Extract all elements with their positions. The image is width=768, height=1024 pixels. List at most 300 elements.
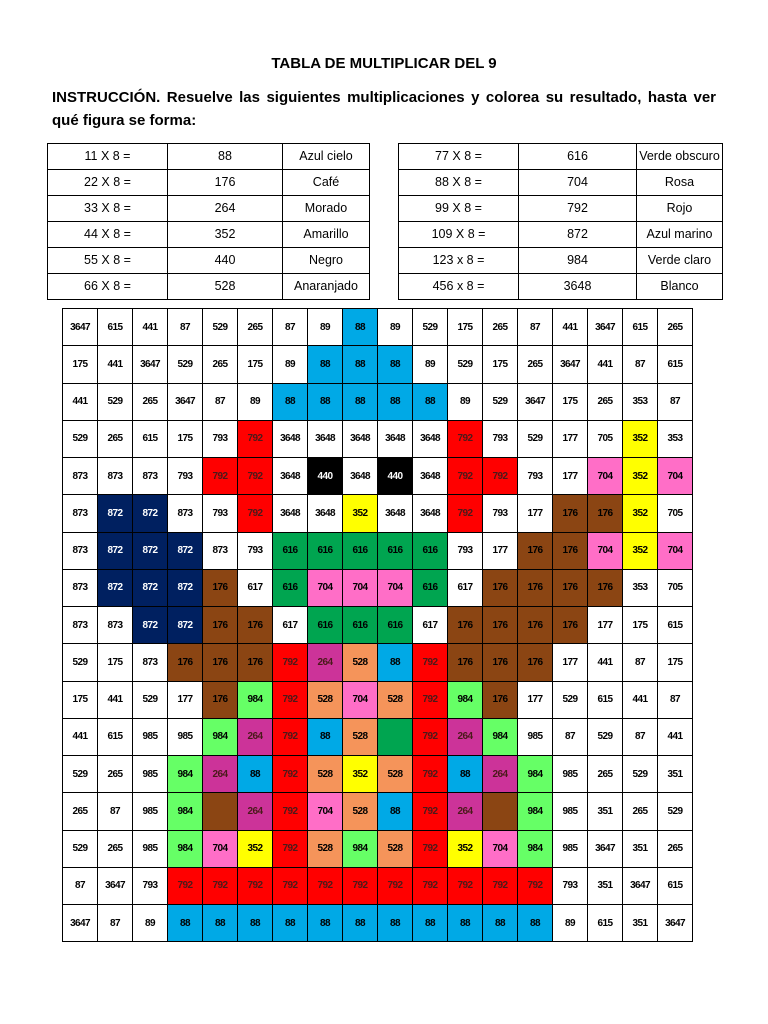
grid-cell: 529 <box>658 793 693 830</box>
grid-cell: 793 <box>518 458 553 495</box>
grid-cell: 3648 <box>273 420 308 457</box>
key-row <box>399 222 723 248</box>
grid-cell <box>483 793 518 830</box>
grid-cell: 265 <box>203 346 238 383</box>
grid-cell: 265 <box>133 383 168 420</box>
key-color: Negro <box>283 248 370 274</box>
grid-cell: 264 <box>203 756 238 793</box>
grid-cell: 985 <box>133 830 168 867</box>
key-op: 33 X 8 = <box>48 196 168 222</box>
grid-cell: 175 <box>448 309 483 346</box>
grid-cell: 176 <box>448 644 483 681</box>
grid-row <box>63 681 693 718</box>
grid-cell: 873 <box>98 458 133 495</box>
grid-cell: 176 <box>588 495 623 532</box>
grid-cell: 792 <box>413 867 448 904</box>
grid-cell: 177 <box>553 420 588 457</box>
key-op: 11 X 8 = <box>48 144 168 170</box>
grid-cell: 353 <box>623 569 658 606</box>
grid-cell: 704 <box>483 830 518 867</box>
grid-cell: 177 <box>518 495 553 532</box>
grid-cell: 529 <box>168 346 203 383</box>
grid-row <box>63 793 693 830</box>
grid-cell: 792 <box>448 495 483 532</box>
grid-cell: 177 <box>483 532 518 569</box>
grid-cell: 176 <box>238 644 273 681</box>
grid-cell: 615 <box>98 309 133 346</box>
grid-cell: 3647 <box>553 346 588 383</box>
grid-row <box>63 458 693 495</box>
grid-cell: 351 <box>658 756 693 793</box>
grid-cell: 529 <box>63 644 98 681</box>
grid-cell: 792 <box>238 458 273 495</box>
grid-row <box>63 309 693 346</box>
grid-cell: 88 <box>378 793 413 830</box>
key-result: 984 <box>519 248 637 274</box>
grid-cell: 792 <box>238 867 273 904</box>
grid-cell: 87 <box>623 346 658 383</box>
grid-cell: 793 <box>553 867 588 904</box>
grid-cell: 3647 <box>658 905 693 942</box>
grid-cell: 792 <box>273 830 308 867</box>
key-result: 704 <box>519 170 637 196</box>
grid-cell: 265 <box>588 756 623 793</box>
grid-cell: 793 <box>203 495 238 532</box>
grid-cell: 175 <box>98 644 133 681</box>
grid-cell: 176 <box>203 644 238 681</box>
grid-cell: 985 <box>133 793 168 830</box>
grid-cell: 351 <box>588 867 623 904</box>
grid-cell: 441 <box>98 681 133 718</box>
key-result: 264 <box>168 196 283 222</box>
grid-cell: 793 <box>168 458 203 495</box>
grid-cell: 441 <box>63 718 98 755</box>
grid-cell: 87 <box>203 383 238 420</box>
grid-cell: 87 <box>518 309 553 346</box>
grid-cell: 352 <box>623 458 658 495</box>
key-result: 176 <box>168 170 283 196</box>
grid-cell: 704 <box>343 569 378 606</box>
grid-cell: 3648 <box>413 458 448 495</box>
key-color: Verde obscuro <box>637 144 723 170</box>
grid-cell: 616 <box>273 532 308 569</box>
grid-cell: 793 <box>203 420 238 457</box>
key-op: 77 X 8 = <box>399 144 519 170</box>
grid-cell: 792 <box>413 793 448 830</box>
key-color: Rosa <box>637 170 723 196</box>
grid-cell: 792 <box>378 867 413 904</box>
grid-cell: 88 <box>238 905 273 942</box>
grid-cell: 793 <box>448 532 483 569</box>
grid-cell: 792 <box>413 644 448 681</box>
key-op: 66 X 8 = <box>48 274 168 300</box>
grid-cell: 528 <box>378 681 413 718</box>
key-result: 3648 <box>519 274 637 300</box>
grid-cell: 441 <box>588 644 623 681</box>
key-row <box>399 170 723 196</box>
grid-cell: 873 <box>133 458 168 495</box>
grid-cell: 441 <box>658 718 693 755</box>
grid-cell: 985 <box>553 793 588 830</box>
grid-row <box>63 420 693 457</box>
key-result: 872 <box>519 222 637 248</box>
key-row <box>399 274 723 300</box>
grid-cell: 176 <box>553 607 588 644</box>
grid-cell: 88 <box>308 905 343 942</box>
grid-cell: 3648 <box>413 420 448 457</box>
grid-cell: 265 <box>658 830 693 867</box>
grid-cell: 176 <box>553 495 588 532</box>
grid-cell: 352 <box>448 830 483 867</box>
grid-cell: 793 <box>483 420 518 457</box>
grid-cell: 88 <box>238 756 273 793</box>
key-result: 528 <box>168 274 283 300</box>
grid-cell: 265 <box>98 830 133 867</box>
grid-cell: 89 <box>308 309 343 346</box>
key-color: Verde claro <box>637 248 723 274</box>
grid-cell: 3648 <box>308 495 343 532</box>
grid-cell: 529 <box>553 681 588 718</box>
grid-cell: 88 <box>483 905 518 942</box>
grid-cell: 985 <box>168 718 203 755</box>
grid-cell: 984 <box>343 830 378 867</box>
grid-cell: 792 <box>413 756 448 793</box>
grid-cell: 265 <box>588 383 623 420</box>
grid-cell: 176 <box>448 607 483 644</box>
grid-cell: 3648 <box>273 458 308 495</box>
grid-cell: 985 <box>133 756 168 793</box>
grid-cell: 265 <box>98 756 133 793</box>
grid-cell: 88 <box>378 383 413 420</box>
key-color: Azul marino <box>637 222 723 248</box>
grid-cell: 615 <box>658 867 693 904</box>
grid-cell: 616 <box>343 607 378 644</box>
grid-cell: 176 <box>518 532 553 569</box>
grid-cell: 264 <box>448 718 483 755</box>
key-result: 616 <box>519 144 637 170</box>
grid-cell: 792 <box>483 458 518 495</box>
grid-cell: 617 <box>448 569 483 606</box>
grid-cell: 175 <box>63 681 98 718</box>
grid-cell: 441 <box>553 309 588 346</box>
grid-cell: 175 <box>168 420 203 457</box>
grid-cell: 351 <box>623 905 658 942</box>
grid-cell: 984 <box>168 793 203 830</box>
grid-cell: 265 <box>658 309 693 346</box>
grid-cell: 3647 <box>168 383 203 420</box>
key-row <box>48 274 370 300</box>
grid-cell: 264 <box>238 793 273 830</box>
grid-cell: 177 <box>588 607 623 644</box>
key-op: 456 x 8 = <box>399 274 519 300</box>
grid-cell: 3648 <box>413 495 448 532</box>
grid-cell: 529 <box>63 420 98 457</box>
grid-cell: 352 <box>623 532 658 569</box>
grid-cell: 176 <box>518 569 553 606</box>
grid-cell: 176 <box>203 681 238 718</box>
grid-cell: 984 <box>238 681 273 718</box>
grid-cell: 89 <box>273 346 308 383</box>
grid-cell: 88 <box>413 905 448 942</box>
grid-cell: 615 <box>658 346 693 383</box>
key-result: 352 <box>168 222 283 248</box>
grid-cell: 440 <box>308 458 343 495</box>
grid-row <box>63 569 693 606</box>
grid-cell: 792 <box>168 867 203 904</box>
grid-cell: 617 <box>238 569 273 606</box>
grid-cell: 873 <box>168 495 203 532</box>
key-op: 44 X 8 = <box>48 222 168 248</box>
grid-cell: 873 <box>98 607 133 644</box>
grid-cell: 528 <box>378 756 413 793</box>
key-op: 123 x 8 = <box>399 248 519 274</box>
grid-cell: 3648 <box>378 420 413 457</box>
grid-cell: 872 <box>133 532 168 569</box>
key-row <box>399 196 723 222</box>
grid-cell: 89 <box>413 346 448 383</box>
key-op: 88 X 8 = <box>399 170 519 196</box>
grid-cell: 3647 <box>588 830 623 867</box>
grid-cell: 441 <box>588 346 623 383</box>
key-row <box>48 222 370 248</box>
grid-cell: 528 <box>308 830 343 867</box>
grid-cell: 873 <box>63 532 98 569</box>
grid-cell: 984 <box>203 718 238 755</box>
grid-cell: 792 <box>238 420 273 457</box>
key-row <box>399 248 723 274</box>
grid-cell: 615 <box>658 607 693 644</box>
grid-row <box>63 905 693 942</box>
grid-cell: 792 <box>273 867 308 904</box>
grid-cell: 87 <box>168 309 203 346</box>
grid-cell: 176 <box>483 681 518 718</box>
grid-cell: 265 <box>518 346 553 383</box>
grid-cell: 792 <box>518 867 553 904</box>
grid-cell: 529 <box>203 309 238 346</box>
key-color: Morado <box>283 196 370 222</box>
grid-cell: 528 <box>343 718 378 755</box>
grid-cell: 265 <box>238 309 273 346</box>
key-op: 55 X 8 = <box>48 248 168 274</box>
grid-cell: 873 <box>63 495 98 532</box>
grid-cell: 792 <box>238 495 273 532</box>
grid-cell: 176 <box>203 607 238 644</box>
grid-cell: 3647 <box>63 905 98 942</box>
grid-cell: 984 <box>518 793 553 830</box>
grid-row <box>63 346 693 383</box>
grid-cell: 873 <box>203 532 238 569</box>
grid-row <box>63 383 693 420</box>
grid-cell: 88 <box>378 346 413 383</box>
grid-cell: 88 <box>448 756 483 793</box>
grid-cell: 88 <box>378 644 413 681</box>
grid-cell: 88 <box>448 905 483 942</box>
grid-cell: 175 <box>63 346 98 383</box>
grid-cell: 177 <box>518 681 553 718</box>
color-key-left <box>47 143 370 300</box>
grid-cell: 704 <box>378 569 413 606</box>
grid-cell: 792 <box>413 681 448 718</box>
grid-cell: 704 <box>343 681 378 718</box>
grid-cell: 176 <box>238 607 273 644</box>
grid-cell <box>378 718 413 755</box>
grid-cell: 176 <box>588 569 623 606</box>
grid-cell: 792 <box>413 830 448 867</box>
grid-cell: 704 <box>588 458 623 495</box>
grid-cell: 792 <box>273 756 308 793</box>
grid-cell: 985 <box>518 718 553 755</box>
instruction-text: INSTRUCCIÓN. Resuelve las siguientes multiplicaciones y colorea su resultado, hasta ver qué figura se forma: <box>52 89 716 129</box>
grid-cell: 984 <box>448 681 483 718</box>
grid-cell: 705 <box>658 495 693 532</box>
grid-cell: 529 <box>98 383 133 420</box>
key-color: Rojo <box>637 196 723 222</box>
grid-cell: 176 <box>483 607 518 644</box>
grid-cell: 265 <box>623 793 658 830</box>
grid-cell: 351 <box>588 793 623 830</box>
grid-cell: 88 <box>308 346 343 383</box>
grid-cell: 177 <box>553 644 588 681</box>
grid-cell: 792 <box>448 458 483 495</box>
grid-cell: 88 <box>273 383 308 420</box>
color-key-right <box>398 143 723 300</box>
grid-row <box>63 532 693 569</box>
grid-cell: 529 <box>623 756 658 793</box>
grid-cell: 615 <box>133 420 168 457</box>
grid-cell: 704 <box>658 532 693 569</box>
grid-cell: 176 <box>168 644 203 681</box>
page-title: TABLA DE MULTIPLICAR DEL 9 <box>271 55 497 72</box>
grid-cell: 352 <box>343 756 378 793</box>
grid-row <box>63 644 693 681</box>
grid-cell: 528 <box>378 830 413 867</box>
coloring-grid <box>62 308 693 942</box>
grid-cell: 351 <box>623 830 658 867</box>
grid-cell: 615 <box>588 905 623 942</box>
grid-cell: 177 <box>553 458 588 495</box>
grid-cell: 88 <box>203 905 238 942</box>
grid-cell: 615 <box>98 718 133 755</box>
grid-cell: 89 <box>553 905 588 942</box>
grid-cell: 88 <box>343 905 378 942</box>
grid-cell: 87 <box>98 905 133 942</box>
grid-cell: 88 <box>343 383 378 420</box>
grid-cell: 616 <box>378 607 413 644</box>
grid-cell: 872 <box>98 569 133 606</box>
grid-cell: 3648 <box>343 458 378 495</box>
grid-cell: 440 <box>378 458 413 495</box>
grid-cell <box>203 793 238 830</box>
grid-cell: 88 <box>378 905 413 942</box>
key-row <box>399 144 723 170</box>
grid-cell: 88 <box>518 905 553 942</box>
key-op: 99 X 8 = <box>399 196 519 222</box>
grid-cell: 705 <box>588 420 623 457</box>
grid-cell: 616 <box>308 607 343 644</box>
grid-cell: 704 <box>308 569 343 606</box>
grid-cell: 792 <box>448 867 483 904</box>
grid-cell: 792 <box>273 681 308 718</box>
key-row <box>48 170 370 196</box>
grid-cell: 175 <box>238 346 273 383</box>
grid-cell: 792 <box>343 867 378 904</box>
grid-cell: 175 <box>483 346 518 383</box>
key-op: 109 X 8 = <box>399 222 519 248</box>
grid-cell: 872 <box>133 495 168 532</box>
grid-cell: 441 <box>63 383 98 420</box>
grid-cell: 615 <box>588 681 623 718</box>
grid-cell: 528 <box>308 681 343 718</box>
grid-cell: 264 <box>238 718 273 755</box>
grid-cell: 264 <box>308 644 343 681</box>
grid-cell: 873 <box>63 569 98 606</box>
grid-cell: 3647 <box>63 309 98 346</box>
grid-cell: 89 <box>448 383 483 420</box>
key-row <box>48 248 370 274</box>
grid-cell: 176 <box>203 569 238 606</box>
grid-cell: 872 <box>133 607 168 644</box>
grid-cell: 3647 <box>623 867 658 904</box>
grid-cell: 617 <box>273 607 308 644</box>
grid-row <box>63 718 693 755</box>
grid-cell: 264 <box>483 756 518 793</box>
grid-row <box>63 495 693 532</box>
grid-cell: 441 <box>623 681 658 718</box>
grid-cell: 792 <box>203 867 238 904</box>
grid-cell: 792 <box>483 867 518 904</box>
grid-cell: 704 <box>588 532 623 569</box>
grid-cell: 265 <box>63 793 98 830</box>
grid-cell: 176 <box>518 607 553 644</box>
grid-cell: 704 <box>658 458 693 495</box>
grid-cell: 87 <box>623 644 658 681</box>
grid-cell: 873 <box>63 607 98 644</box>
grid-cell: 176 <box>553 569 588 606</box>
grid-row <box>63 607 693 644</box>
grid-cell: 872 <box>98 532 133 569</box>
key-result: 88 <box>168 144 283 170</box>
grid-cell: 615 <box>623 309 658 346</box>
grid-cell: 353 <box>623 383 658 420</box>
grid-cell: 3648 <box>378 495 413 532</box>
grid-cell: 89 <box>133 905 168 942</box>
key-color: Anaranjado <box>283 274 370 300</box>
key-row <box>48 196 370 222</box>
grid-cell: 176 <box>518 644 553 681</box>
grid-cell: 616 <box>413 532 448 569</box>
grid-cell: 984 <box>168 756 203 793</box>
grid-cell: 984 <box>168 830 203 867</box>
key-color: Blanco <box>637 274 723 300</box>
grid-cell: 3647 <box>588 309 623 346</box>
grid-cell: 705 <box>658 569 693 606</box>
grid-cell: 704 <box>308 793 343 830</box>
grid-cell: 89 <box>378 309 413 346</box>
key-color: Amarillo <box>283 222 370 248</box>
grid-cell: 89 <box>238 383 273 420</box>
grid-cell: 175 <box>623 607 658 644</box>
grid-cell: 87 <box>658 681 693 718</box>
grid-cell: 872 <box>168 569 203 606</box>
key-color: Café <box>283 170 370 196</box>
grid-cell: 529 <box>63 756 98 793</box>
grid-cell: 873 <box>63 458 98 495</box>
grid-cell: 616 <box>413 569 448 606</box>
grid-cell: 792 <box>273 644 308 681</box>
grid-cell: 441 <box>98 346 133 383</box>
grid-cell: 985 <box>553 756 588 793</box>
key-row <box>48 144 370 170</box>
